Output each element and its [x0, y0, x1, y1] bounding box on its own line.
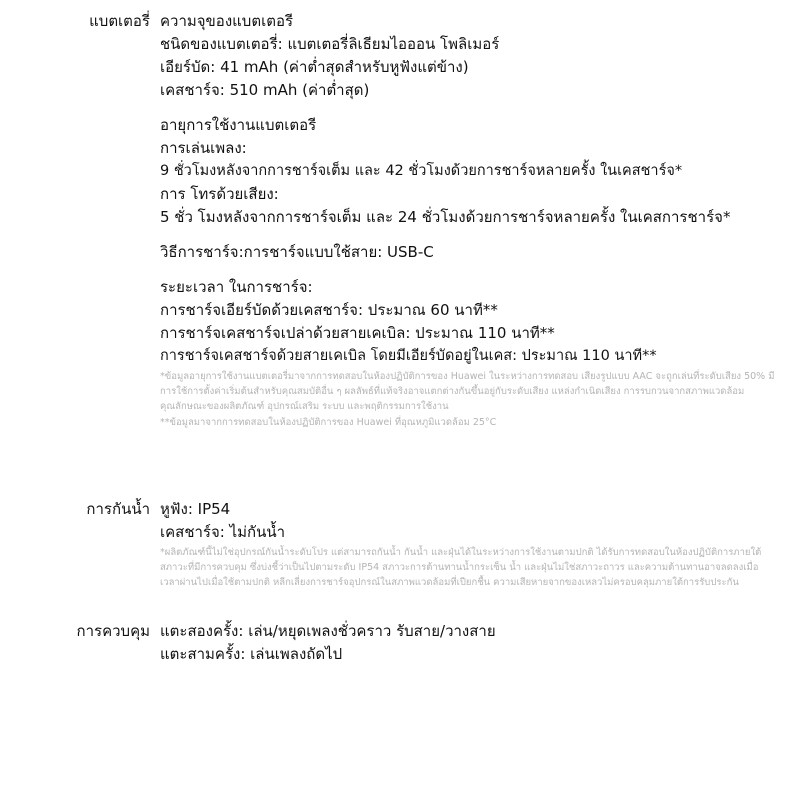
controls-content: [160, 620, 775, 666]
charge-earbuds-time: การชาร์จเอียร์บัดด้วยเคสชาร์จ: ประมาณ 60 นาที**: [160, 301, 498, 319]
earbuds-rating: หูฟัง: IP54: [160, 500, 231, 518]
music-playback-detail: 9 ชั่วโมงหลังจากการชาร์จเต็ม และ 42 ชั่วโมงด้วยการชาร์จหลายครั้ง ในเคสชาร์จ*: [160, 163, 683, 179]
water-resistance-label: การกันน้ำ: [86, 500, 150, 518]
case-rating: เคสชาร์จ: ไม่กันน้ำ: [160, 523, 286, 541]
water-resistance-content: [160, 498, 775, 590]
battery-footnote-2: **ข้อมูลมาจากการทดสอบในห้องปฏิบัติการของ Huawei ที่อุณหภูมิแวดล้อม 25°C: [160, 417, 497, 428]
case-capacity: เคสชาร์จ: 510 mAh (ค่าต่ำสุด): [160, 81, 370, 99]
battery-life-title: อายุการใช้งานแบตเตอรี: [160, 116, 317, 134]
battery-label: แบตเตอรี่: [89, 12, 150, 30]
voice-call-title: การ โทรด้วยเสียง:: [160, 185, 279, 203]
voice-call-detail: 5 ชั่ว โมงหลังจากการชาร์จเต็ม และ 24 ชั่วโมงด้วยการชาร์จหลายครั้ง ในเคสการชาร์จ*: [160, 208, 731, 226]
triple-tap-action: แตะสามครั้ง: เล่นเพลงถัดไป: [160, 645, 343, 663]
battery-type: ชนิดของแบตเตอรี่: แบตเตอรี่ลิเธียมไอออน โพลิเมอร์: [160, 35, 500, 53]
controls-label: การควบคุม: [76, 622, 150, 640]
battery-content: [160, 10, 775, 430]
charge-empty-case-time: การชาร์จเคสชาร์จเปล่าด้วยสายเคเบิล: ประมาณ 110 นาที**: [160, 324, 555, 342]
double-tap-action: แตะสองครั้ง: เล่น/หยุดเพลงชั่วคราว รับสาย/วางสาย: [160, 622, 496, 640]
charging-method: วิธีการชาร์จ:การชาร์จแบบใช้สาย: USB-C: [160, 243, 434, 261]
charge-full-case-time: การชาร์จเคสชาร์จด้วยสายเคเบิล โดยมีเอียร์บัดอยู่ในเคส: ประมาณ 110 นาที**: [160, 348, 657, 364]
music-playback-title: การเล่นเพลง:: [160, 139, 247, 157]
battery-footnote-1: *ข้อมูลอายุการใช้งานแบตเตอรี่มาจากการทดสอบในห้องปฏิบัติการของ Huawei ในระหว่างการทดสอบ เสียงรูปแบบ AAC จะถูกเล่นที่ระดับเสียง 50% มีการใช้การตั้งค่าเริ่มต้นสำหรับคุณสมบัติอื่น ๆ ผลลัพธ์ที่แท้จริงอาจแตกต่างกันขึ้นอยู่กับระดับเสียง แหล่งกำเนิดเสียง การรบกวนจากสภาพแวดล้อม คุณลักษณะของผลิตภัณฑ์ อุปกรณ์เสริม ระบบ และพฤติกรรมการใช้งาน: [160, 371, 775, 412]
water-resistance-footnote: *ผลิตภัณฑ์นี้ไม่ใช่อุปกรณ์กันน้ำระดับโปร แต่สามารถกันน้ำ กันน้ำ และฝุ่นได้ในระหว่างการใช้งานตามปกติ ได้รับการทดสอบในห้องปฏิบัติการภายใต้สภาวะที่มีการควบคุม ซึ่งบ่งชี้ว่าเป็นไปตามระดับ IP54 สภาวะการต้านทานน้ำกระเซ็น น้ำ และฝุ่นไม่ใช่สภาวะถาวร และความต้านทานอาจลดลงเมื่อเวลาผ่านไปเมื่อใช้ตามปกติ หลีกเลี่ยงการชาร์จอุปกรณ์ในสภาพแวดล้อมที่เปียกชื้น ความเสียหายจากของเหลวไม่ครอบคลุมภายใต้การรับประกัน: [160, 547, 762, 588]
earbud-capacity: เอียร์บัด: 41 mAh (ค่าต่ำสุดสำหรับหูฟังแต่ข้าง): [160, 58, 469, 76]
capacity-title: ความจุของแบตเตอรี: [160, 12, 294, 30]
charge-time-title: ระยะเวลา ในการชาร์จ:: [160, 278, 313, 296]
